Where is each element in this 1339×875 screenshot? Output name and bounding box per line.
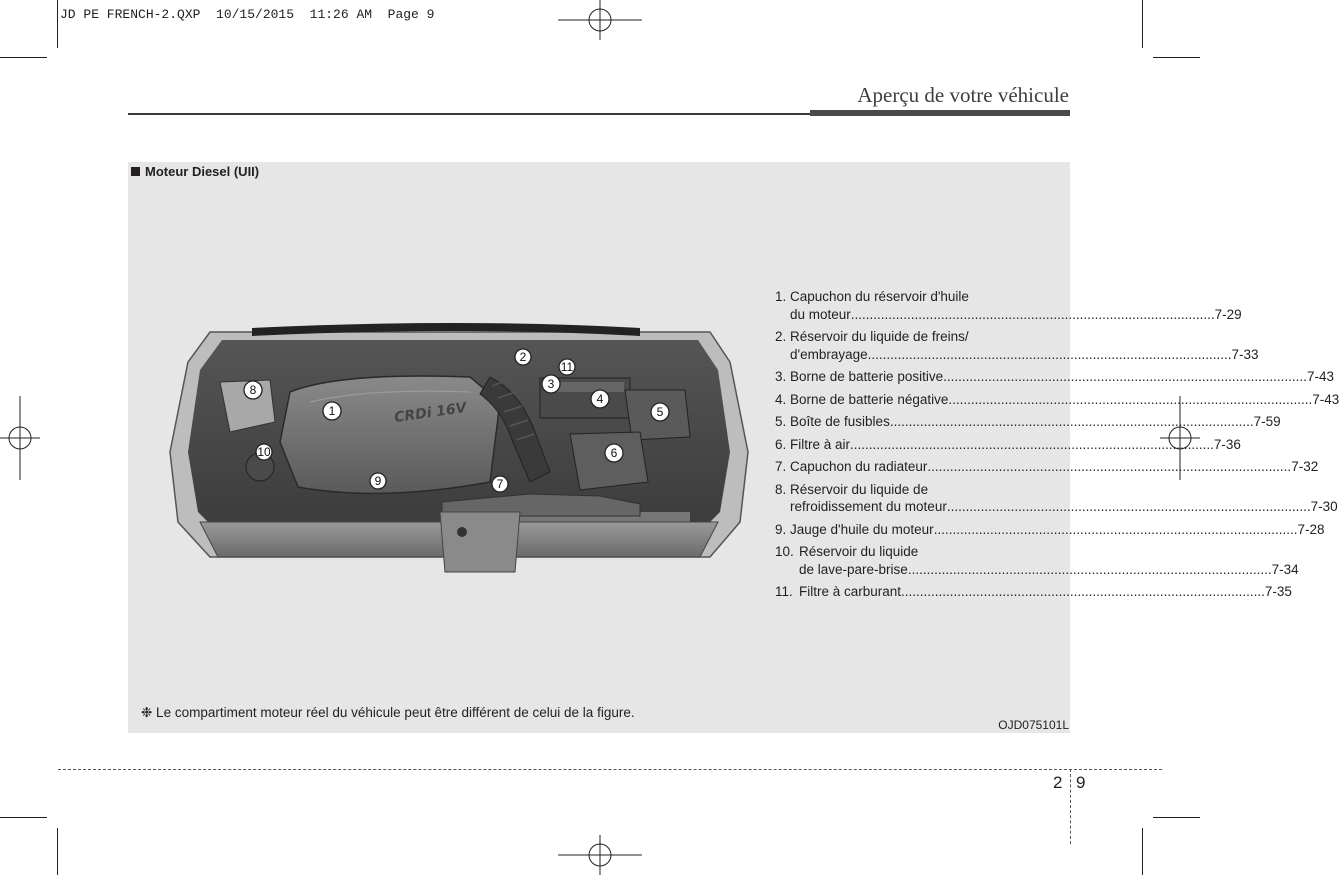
legend-item-number: 4. — [775, 391, 787, 407]
leader-dots — [850, 436, 1214, 454]
legend-item-number: 3. — [775, 369, 787, 384]
legend-item — [775, 368, 1334, 386]
panel-title-text: Moteur Diesel (UII) — [145, 164, 260, 179]
legend-item-page: 7-36 — [1213, 436, 1241, 452]
legend-item-text: Borne de batterie positive — [790, 369, 944, 384]
legend-item — [775, 288, 1242, 323]
page-chapter: 2 — [1053, 773, 1063, 792]
legend-item-number: 9. — [775, 521, 787, 537]
footer-vertical-rule — [1070, 769, 1071, 844]
svg-text:10: 10 — [257, 445, 271, 459]
callout-2 — [515, 349, 531, 365]
legend-item-number: 5. — [775, 414, 787, 429]
panel-title — [131, 164, 259, 179]
engine-cover — [280, 376, 500, 493]
engine-cover-label: CRDi 16V — [393, 400, 468, 426]
callout-7 — [492, 476, 508, 492]
footer-dashed-rule — [58, 769, 1162, 770]
print-header: JD PE FRENCH-2.QXP 10/15/2015 11:26 AM Page 9 — [60, 7, 435, 22]
legend-item-text: Réservoir du liquide de — [790, 481, 929, 497]
legend-item-text: Borne de batterie négative — [790, 391, 949, 407]
svg-text:5: 5 — [656, 405, 664, 419]
section-title: Aperçu de votre véhicule — [857, 83, 1069, 107]
legend-item-number: 10. — [775, 544, 794, 559]
callout-4 — [591, 390, 609, 408]
legend-item-page: 7-34 — [1271, 561, 1299, 577]
legend-item-text: Réservoir du liquide — [799, 544, 919, 559]
leader-dots — [868, 346, 1232, 364]
legend-item-text: refroidissement du moteur — [790, 499, 947, 514]
svg-text:4: 4 — [596, 392, 604, 406]
legend-item-page: 7-33 — [1231, 346, 1259, 362]
leader-dots — [934, 521, 1298, 539]
legend-item-page: 7-35 — [1264, 584, 1292, 599]
callout-9 — [370, 473, 386, 489]
legend-item-text: Capuchon du réservoir d'huile — [790, 289, 969, 304]
engine-compartment-illustration — [170, 322, 748, 572]
legend-item-number: 1. — [775, 289, 787, 304]
legend-item-text: d'embrayage — [790, 346, 868, 362]
leader-dots — [890, 413, 1254, 431]
callout-6 — [605, 444, 623, 462]
legend-item-page: 7-28 — [1297, 521, 1325, 537]
legend-item — [775, 481, 1338, 516]
svg-text:3: 3 — [547, 377, 555, 391]
legend-item — [775, 521, 1325, 539]
legend-item-number: 8. — [775, 481, 787, 497]
leader-dots — [947, 498, 1311, 516]
svg-text:11: 11 — [560, 360, 574, 374]
callout-10 — [256, 444, 272, 460]
legend-item — [775, 391, 1339, 409]
callout-3 — [542, 375, 560, 393]
figure-note: ❉ Le compartiment moteur réel du véhicule peut être différent de celui de la figure. — [141, 705, 635, 720]
legend-item-number: 2. — [775, 329, 787, 344]
legend-item-text: de lave-pare-brise — [799, 561, 908, 577]
legend-item-number: 7. — [775, 459, 787, 474]
svg-text:7: 7 — [496, 477, 504, 491]
leader-dots — [927, 458, 1291, 476]
component-legend — [775, 288, 1339, 601]
svg-text:1: 1 — [328, 404, 336, 418]
bullet-square — [131, 167, 140, 176]
leader-dots — [943, 368, 1307, 386]
callout-1 — [323, 402, 341, 420]
legend-item-text: du moteur — [790, 306, 851, 322]
page-number: 9 — [1076, 773, 1086, 792]
svg-text:6: 6 — [610, 446, 618, 460]
svg-text:9: 9 — [374, 474, 382, 488]
legend-item-text: Filtre à air — [790, 436, 851, 452]
svg-text:2: 2 — [519, 350, 527, 364]
legend-item-page: 7-32 — [1291, 459, 1319, 474]
legend-item — [775, 543, 1299, 578]
callout-11 — [559, 359, 575, 375]
legend-item-page: 7-30 — [1310, 499, 1338, 514]
leader-dots — [901, 583, 1265, 601]
legend-item-text: Capuchon du radiateur — [790, 459, 928, 474]
legend-item-text: Jauge d'huile du moteur — [790, 521, 934, 537]
legend-item — [775, 436, 1241, 454]
leader-dots — [851, 306, 1215, 324]
callout-5 — [651, 403, 669, 421]
legend-item — [775, 413, 1281, 431]
legend-item-page: 7-43 — [1312, 391, 1339, 407]
legend-item-text: Réservoir du liquide de freins/ — [790, 329, 969, 344]
callout-8 — [244, 381, 262, 399]
header-rule — [128, 113, 810, 115]
legend-item-number: 6. — [775, 436, 787, 452]
svg-text:8: 8 — [249, 383, 257, 397]
legend-item — [775, 583, 1292, 601]
header-rule-accent — [810, 110, 1070, 116]
legend-item-page: 7-59 — [1253, 414, 1281, 429]
leader-dots — [948, 391, 1312, 409]
legend-item-text: Filtre à carburant — [799, 584, 902, 599]
legend-item-page: 7-43 — [1306, 369, 1334, 384]
legend-item — [775, 458, 1319, 476]
legend-item-text: Boîte de fusibles — [790, 414, 890, 429]
legend-item — [775, 328, 1259, 363]
legend-item-number: 11. — [775, 584, 793, 599]
leader-dots — [908, 561, 1272, 579]
legend-item-page: 7-29 — [1214, 306, 1242, 322]
image-code: OJD075101L — [998, 718, 1069, 732]
